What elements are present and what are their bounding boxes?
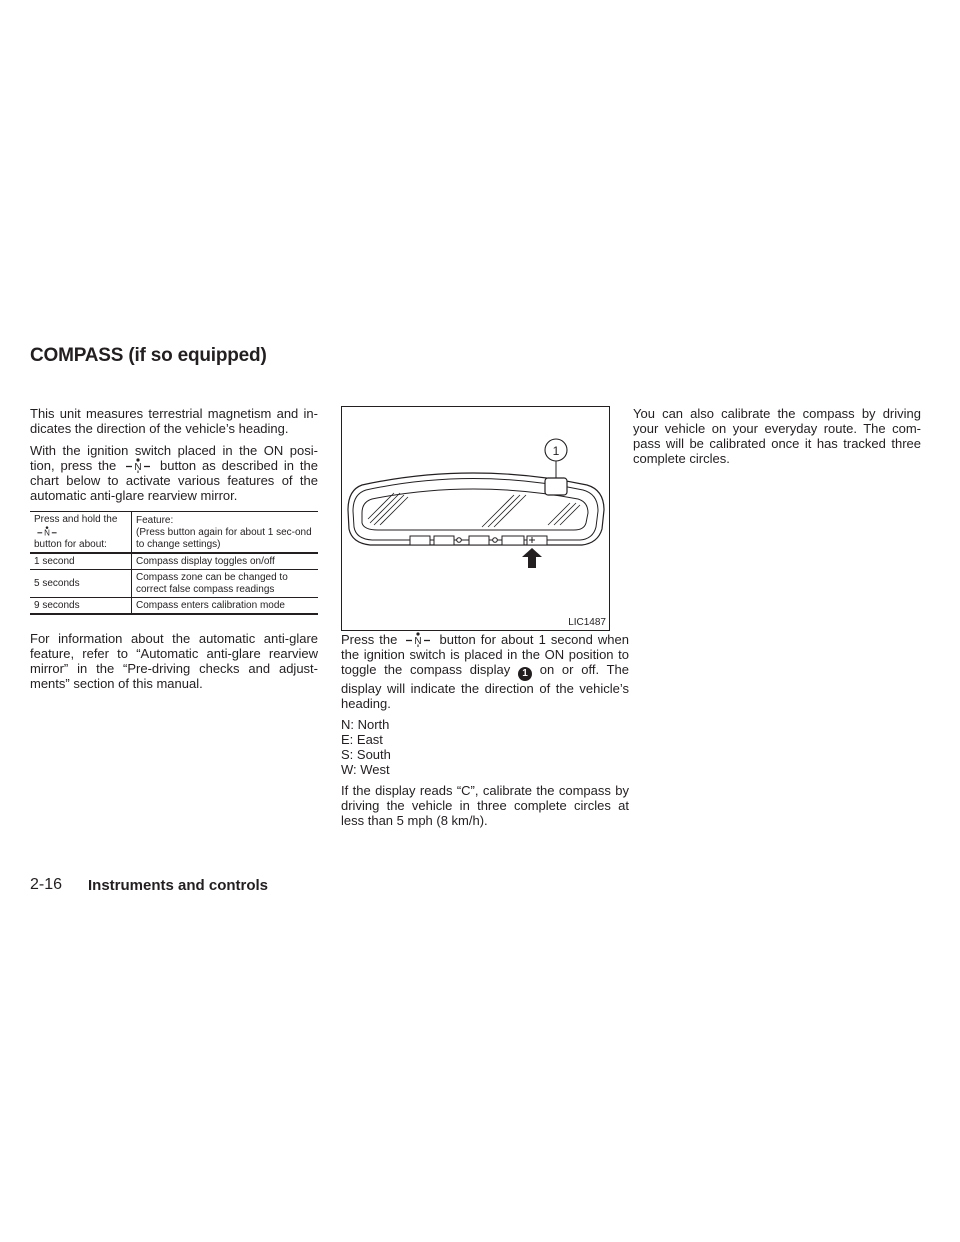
table-cell-feature: Compass display toggles on/off (132, 553, 319, 570)
section-title: COMPASS (if so equipped) (30, 345, 267, 366)
direction-item: E: East (341, 732, 383, 747)
calibrate-paragraph: If the display reads “C”, calibrate the compass by driving the vehicle in three complete circles at less than 5 mph (8 km/h). (341, 783, 629, 828)
table-header-row (30, 512, 318, 554)
direction-item: N: North (341, 717, 390, 732)
compass-n-button-icon (122, 458, 154, 473)
svg-text:N: N (134, 462, 142, 473)
header-right-line2: (Press button again for about 1 sec-ond to change settings) (136, 526, 312, 550)
table-row (30, 598, 318, 615)
table-header-right (132, 512, 319, 554)
direction-item: W: West (341, 762, 390, 777)
header-left-line2: button for about: (34, 539, 107, 550)
reference-paragraph: For information about the automatic anti-glare feature, refer to “Automatic anti-glare rearview mirror” in the “Pre-driving checks and adjust-ments” section of this manual. (30, 631, 318, 691)
intro-paragraph: This unit measures terrestrial magnetism and in-dicates the direction of the vehicle’s heading. (30, 406, 318, 436)
page-number: 2-16 (30, 876, 63, 893)
header-left-line1: Press and hold the (34, 514, 118, 525)
callout-1-icon: 1 (518, 667, 532, 681)
ignition-paragraph (30, 443, 318, 503)
table-cell-feature: Compass zone can be changed to correct false compass readings (132, 570, 319, 598)
mirror-figure (341, 406, 610, 631)
table-cell-time: 5 seconds (30, 570, 132, 598)
column-2 (341, 632, 629, 828)
table-cell-feature: Compass enters calibration mode (132, 598, 319, 615)
table-row (30, 570, 318, 598)
table-row (30, 553, 318, 570)
toggle-text-a: Press the (341, 632, 398, 647)
rearview-mirror-illustration (342, 407, 609, 630)
compass-n-button-icon (402, 632, 434, 647)
toggle-text-b: button for about 1 second when the ignition switch is placed in the ON position to toggle the compass display (341, 632, 629, 677)
direction-list (341, 717, 629, 777)
table-cell-time: 9 seconds (30, 598, 132, 615)
svg-text:N: N (44, 528, 50, 538)
svg-text:N: N (414, 636, 423, 647)
table-header-left (30, 512, 132, 554)
ignition-text-b: button as described in the chart below to activate various features of the automatic anti-glare rearview mirror. (30, 458, 318, 503)
toggle-paragraph (341, 632, 629, 711)
direction-item: S: South (341, 747, 391, 762)
header-right-line1: Feature: (136, 514, 174, 526)
column-1-lower (30, 631, 318, 691)
compass-n-button-icon (34, 526, 60, 538)
pointer-arrow-icon (522, 548, 542, 568)
toggle-text-c: on or off. The display will indicate the direction of the vehicle’s heading. (341, 662, 629, 711)
column-3 (633, 406, 921, 466)
figure-code: LIC1487 (568, 617, 606, 628)
column-1 (30, 406, 318, 503)
table-cell-time: 1 second (30, 553, 132, 570)
ignition-text-a: With the ignition switch placed in the ON posi-tion, press the (30, 443, 318, 473)
route-calibration-paragraph: You can also calibrate the compass by driving your vehicle on your everyday route. The com-pass will be calibrated once it has tracked three complete circles. (633, 406, 921, 466)
figure-callout-label: 1 (552, 444, 560, 458)
feature-table (30, 511, 318, 615)
footer-section-name: Instruments and controls (88, 877, 269, 894)
